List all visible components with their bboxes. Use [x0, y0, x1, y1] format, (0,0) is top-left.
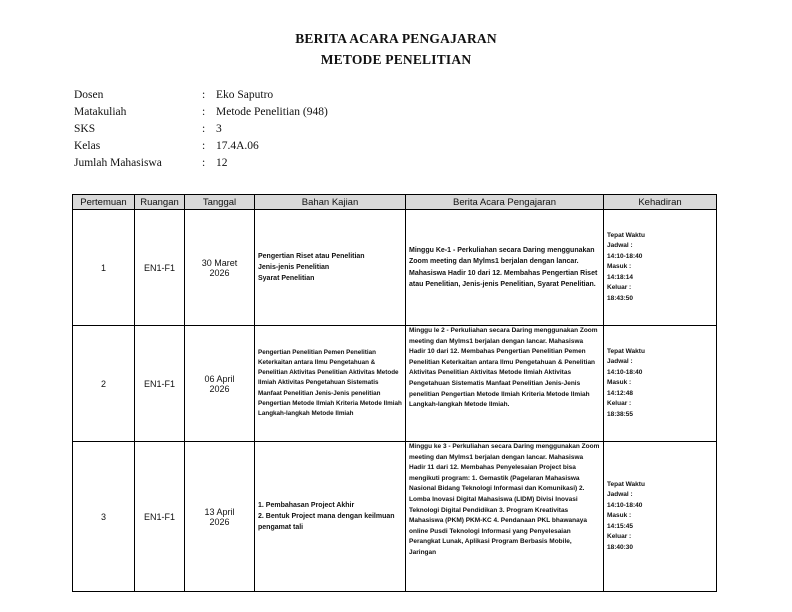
kehadiran-line: Keluar : — [607, 284, 632, 292]
header-kehadiran: Kehadiran — [604, 195, 717, 210]
kehadiran-line: 18:43:50 — [607, 294, 634, 302]
cell-bahan-kajian — [255, 326, 406, 442]
kehadiran-line: 18:40:30 — [607, 543, 634, 551]
cell-tanggal — [185, 326, 255, 442]
kehadiran-line: Keluar : — [607, 533, 632, 541]
info-label: Kelas — [74, 139, 101, 152]
cell-ruangan: EN1-F1 — [135, 210, 185, 326]
info-value: 3 — [216, 122, 222, 135]
bahan-item: Pengertian Riset atau Penelitian — [258, 253, 365, 260]
cell-pertemuan: 1 — [73, 210, 135, 326]
info-colon: : — [202, 88, 206, 101]
tanggal-year: 2026 — [209, 267, 230, 278]
kehadiran-line: Jadwal : — [607, 491, 633, 499]
cell-tanggal — [185, 210, 255, 326]
info-label: SKS — [74, 122, 96, 135]
cell-pertemuan: 3 — [73, 442, 135, 592]
info-label: Jumlah Mahasiswa — [74, 156, 162, 169]
kehadiran-status: Tepat Waktu — [607, 480, 645, 488]
kehadiran-line: Keluar : — [607, 400, 632, 408]
kehadiran-status: Tepat Waktu — [607, 231, 645, 239]
bahan-item: 1. Pembahasan Project Akhir — [258, 502, 355, 509]
info-value: 12 — [216, 156, 228, 169]
cell-berita-acara: Minggu le 2 - Perkuliahan secara Daring menggunakan Zoom meeting dan Mylms1 berjalan dengan lancar. Mahasiswa Hadir 10 dari 12. Membahas Pengertian Penelitian Pemen Penelitian Keterkaitan antara Ilmu Pengetahuan & Penelitian Aktivitas Penelitian Aktivitas Metode Ilmiah Aktivitas Pengetahuan Sistematis Manfaat Penelitian Jenis-Jenis penelitian Pengertian Metode Ilmiah Kriteria Metode Ilmiah Langkah-langkah Metode Ilmiah. — [406, 326, 604, 442]
kehadiran-line: 14:12:48 — [607, 389, 634, 397]
kehadiran-status: Tepat Waktu — [607, 347, 645, 355]
header-pertemuan: Pertemuan — [73, 195, 135, 210]
cell-ruangan: EN1-F1 — [135, 326, 185, 442]
tanggal-date: 30 Maret — [201, 257, 238, 268]
info-row-dosen — [74, 86, 328, 103]
bahan-item: 2. Bentuk Project mana dengan keilmuan pengamat tali — [258, 513, 395, 531]
cell-tanggal — [185, 442, 255, 592]
cell-kehadiran — [604, 210, 717, 326]
cell-berita-acara — [406, 442, 604, 592]
document-title: BERITA ACARA PENGAJARAN — [295, 31, 497, 46]
cell-bahan-kajian — [255, 442, 406, 592]
info-value: Eko Saputro — [216, 88, 274, 101]
cell-bahan-kajian — [255, 210, 406, 326]
header-berita-acara: Berita Acara Pengajaran — [406, 195, 604, 210]
info-colon: : — [202, 105, 206, 118]
table-header-row — [73, 195, 717, 210]
info-row-kelas — [74, 137, 328, 154]
info-row-sks — [74, 120, 328, 137]
bahan-item: Jenis-jenis Penelitian — [258, 264, 330, 271]
header-bahan-kajian: Bahan Kajian — [255, 195, 406, 210]
cell-kehadiran — [604, 326, 717, 442]
header-tanggal: Tanggal — [185, 195, 255, 210]
kehadiran-line: Jadwal : — [607, 358, 633, 366]
kehadiran-line: Masuk : — [607, 512, 632, 520]
bahan-item: Syarat Penelitian — [258, 275, 315, 282]
kehadiran-line: 18:38:55 — [607, 410, 634, 418]
info-row-matakuliah — [74, 103, 328, 120]
tanggal-year: 2026 — [209, 383, 230, 394]
teaching-report-table — [72, 194, 717, 592]
cell-berita-acara: Minggu Ke-1 - Perkuliahan secara Daring menggunakan Zoom meeting dan Mylms1 berjalan dengan lancar. Mahasiswa Hadir 10 dari 12. Membahas Pengertian Riset atau Penelitian, Jenis-jenis Penelitian, Syarat Penelitian. — [406, 210, 604, 326]
kehadiran-line: Masuk : — [607, 379, 632, 387]
info-colon: : — [202, 139, 206, 152]
info-label: Dosen — [74, 88, 104, 101]
kehadiran-line: Jadwal : — [607, 242, 633, 250]
course-info — [74, 86, 328, 171]
info-label: Matakuliah — [74, 105, 127, 118]
info-value: 17.4A.06 — [216, 139, 259, 152]
kehadiran-line: 14:10-18:40 — [607, 368, 643, 376]
info-value: Metode Penelitian (948) — [216, 105, 328, 118]
kehadiran-line: 14:10-18:40 — [607, 501, 643, 509]
info-row-jumlah-mahasiswa — [74, 154, 328, 171]
berita-acara-text: Minggu ke 3 - Perkuliahan secara Daring menggunakan Zoom meeting dan Mylms1 berjalan dengan lancar. Mahasiswa Hadir 11 dari 12. Membahas Penyelesaian Project bisa mengikuti program: 1. Gemastik (Pagelaran Mahasiswa Nasional Bidang Teknologi Informasi dan Komunikasi) 2. Lomba Inovasi Digital Mahasiswa (LIDM) Divisi Inovasi Teknologi Digital Pendidikan 3. Program Kreativitas Mahasiswa (PKM) PKM-KC 4. Pendanaan PKL bhawanaya online Pusdi Teknologi Informasi yang Penyelesaian Perangkat Lunak, Aplikasi Program Berbasis Mobile, Jaringan — [409, 443, 600, 556]
info-colon: : — [202, 122, 206, 135]
tanggal-date: 13 April — [204, 506, 235, 517]
kehadiran-line: 14:10-18:40 — [607, 252, 643, 260]
kehadiran-line: 14:15:45 — [607, 522, 634, 530]
kehadiran-line: Masuk : — [607, 263, 632, 271]
table-row — [73, 442, 717, 592]
tanggal-date: 06 April — [204, 373, 235, 384]
cell-kehadiran — [604, 442, 717, 592]
cell-ruangan: EN1-F1 — [135, 442, 185, 592]
table-row — [73, 210, 717, 326]
document-subtitle: METODE PENELITIAN — [320, 52, 472, 67]
kehadiran-line: 14:18:14 — [607, 273, 634, 281]
info-colon: : — [202, 156, 206, 169]
cell-pertemuan: 2 — [73, 326, 135, 442]
table-row — [73, 326, 717, 442]
bahan-item: Pengertian Penelitian Pemen Penelitian Keterkaitan antara Ilmu Pengetahuan & Penelitian Aktivitas Penelitian Aktivitas Metode Ilmiah Aktivitas Pengetahuan Sistematis Manfaat Penelitian Jenis-Jenis penelitian Pengertian Metode Ilmiah Kriteria Metode Ilmiah Langkah-langkah Metode Ilmiah — [258, 348, 402, 417]
header-ruangan: Ruangan — [135, 195, 185, 210]
tanggal-year: 2026 — [209, 516, 230, 527]
